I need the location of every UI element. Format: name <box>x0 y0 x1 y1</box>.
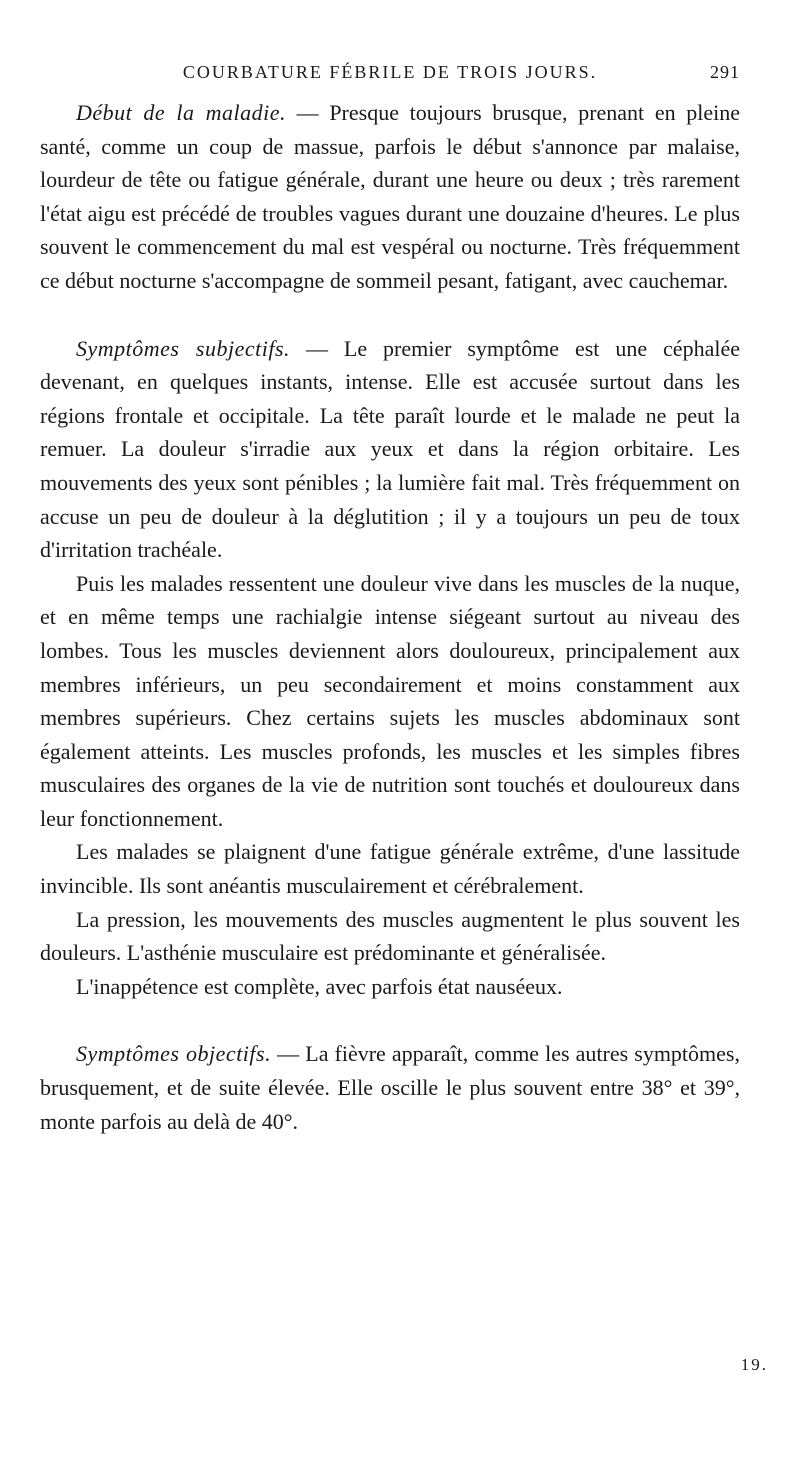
running-title: COURBATURE FÉBRILE DE TROIS JOURS. <box>182 62 598 82</box>
em-dash: — <box>290 335 344 361</box>
heading-debut-maladie: Début de la maladie. <box>76 100 286 125</box>
document-page <box>40 56 740 1138</box>
section-gap <box>40 298 740 332</box>
running-head <box>40 56 740 96</box>
heading-symptomes-objectifs: Symptômes objectifs. <box>76 1041 272 1067</box>
em-dash: — <box>271 1041 306 1067</box>
paragraph-debut <box>40 96 740 298</box>
em-dash: — <box>286 100 330 125</box>
text-objectifs: La fièvre apparaît, comme les autres symptômes, brusquement, et de suite élevée. Elle oscille le plus souvent entre 38° et 39°, monte parfois au delà de 40°. <box>40 1041 740 1134</box>
paragraph-inappetence: L'inappétence est complète, avec parfois état nauséeux. <box>76 973 563 999</box>
paragraph-douleurs-musculaires: Puis les malades ressentent une douleur vive dans les muscles de la nuque, et en même temps une rachialgie intense siégeant surtout au niveau des lombes. Tous les muscles deviennent alors douloureux, principalement aux membres inférieurs, un peu secondairement et moins constamment aux membres supérieurs. Chez certains sujets les muscles abdominaux sont également atteints. Les muscles profonds, les muscles et les simples fibres musculaires des organes de la vie de nutrition sont touchés et douloureux dans leur fonctionnement. <box>40 570 740 831</box>
paragraph-pression: La pression, les mouvements des muscles augmentent le plus souvent les douleurs. L'asthénie musculaire est prédominante et généralisée. <box>40 906 740 966</box>
paragraph-fatigue: Les malades se plaignent d'une fatigue générale extrême, d'une lassitude invincible. Ils sont anéantis musculairement et cérébralement. <box>40 839 740 899</box>
page-number: 291 <box>710 62 740 82</box>
heading-symptomes-subjectifs: Symptômes subjectifs. <box>76 335 291 361</box>
paragraph-symptomes-objectifs <box>40 1037 740 1138</box>
text-debut: Presque toujours brusque, prenant en pleine santé, comme un coup de massue, parfois le début s'annonce par malaise, lourdeur de tête ou fatigue générale, durant une heure ou deux ; très rarement l'état aigu est précédé de troubles vagues durant une douzaine d'heures. Le plus souvent le commencement du mal est vespéral ou nocturne. Très fréquemment ce début nocturne s'accompagne de sommeil pesant, fatigant, avec cauchemar. <box>40 100 740 293</box>
paragraph-symptomes-subjectifs <box>40 332 740 567</box>
text-subjectifs: Le premier symptôme est une céphalée devenant, en quelques instants, intense. Elle est accusée surtout dans les régions frontale et occipitale. La tête paraît lourde et le malade ne peut la remuer. La douleur s'irradie aux yeux et dans la région orbitaire. Les mouvements des yeux sont pénibles ; la lumière fait mal. Très fréquemment on accuse un peu de douleur à la déglutition ; il y a toujours un peu de toux d'irritation trachéale. <box>40 335 740 563</box>
section-gap <box>40 1003 740 1037</box>
signature-mark: 19. <box>740 1355 768 1374</box>
